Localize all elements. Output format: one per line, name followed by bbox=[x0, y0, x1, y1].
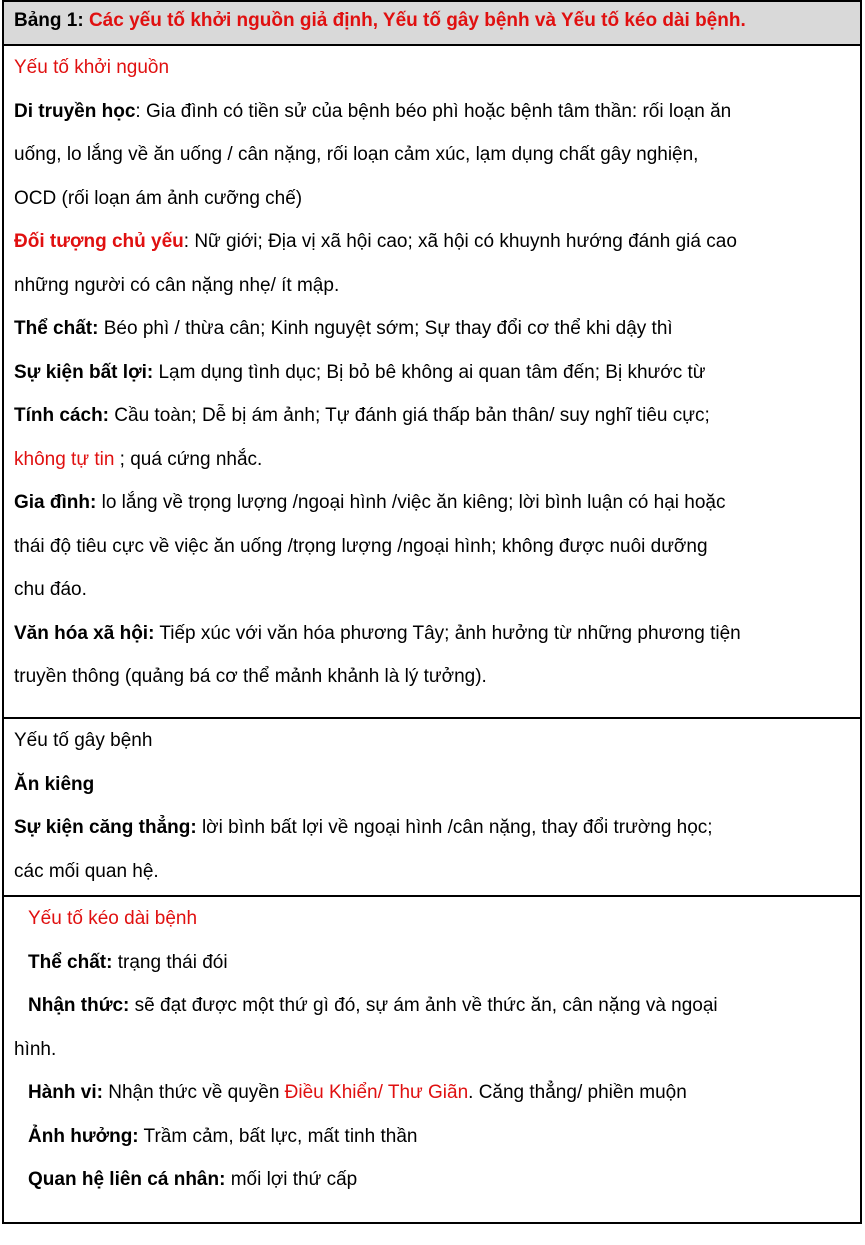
section-perpetuating bbox=[4, 897, 860, 1224]
row-label: Nhận thức: bbox=[28, 995, 130, 1016]
row-label: Hành vi: bbox=[28, 1082, 103, 1103]
personality-row bbox=[4, 394, 860, 438]
relation-row bbox=[4, 1158, 860, 1202]
row-text: . Căng thẳng/ phiền muộn bbox=[468, 1082, 687, 1103]
adverse-row bbox=[4, 351, 860, 395]
row-label: Gia đình: bbox=[14, 492, 97, 513]
row-text: ; quá cứng nhắc. bbox=[114, 448, 263, 470]
section-title: Yếu tố khởi nguồn bbox=[14, 57, 170, 78]
row-text: truyền thông (quảng bá cơ thể mảnh khảnh là lý tưởng). bbox=[14, 666, 487, 687]
row-text: mối lợi thứ cấp bbox=[225, 1169, 358, 1190]
row-text: sẽ đạt được một thứ gì đó, sự ám ảnh về thức ăn, cân nặng và ngoại bbox=[129, 995, 718, 1016]
row-label: Sự kiện bất lợi: bbox=[14, 361, 154, 383]
row-label: Thể chất: bbox=[14, 318, 99, 339]
row-text: Nhận thức về quyền bbox=[102, 1082, 285, 1103]
row-text: Trầm cảm, bất lực, mất tinh thần bbox=[138, 1125, 418, 1147]
genetics-row bbox=[4, 90, 860, 134]
row-text: uống, lo lắng về ăn uống / cân nặng, rối loạn cảm xúc, lạm dụng chất gây nghiện, bbox=[14, 144, 699, 165]
row-label: Thể chất: bbox=[28, 951, 113, 973]
row-label: Văn hóa xã hội: bbox=[14, 622, 155, 644]
highlight-text: Điều Khiển/ Thư Giãn bbox=[284, 1082, 469, 1103]
family-row bbox=[4, 481, 860, 525]
row-text: lo lắng về trọng lượng /ngoại hình /việc ăn kiêng; lời bình luận có hại hoặc bbox=[96, 492, 726, 513]
row-text: Lạm dụng tình dục; Bị bỏ bê không ai quan tâm đến; Bị khước từ bbox=[153, 361, 706, 383]
stress-row bbox=[4, 806, 860, 850]
section-predisposing bbox=[4, 46, 860, 719]
row-text: : Gia đình có tiền sử của bệnh béo phì hoặc bệnh tâm thần: rối loạn ăn bbox=[135, 100, 732, 122]
row-text: : Nữ giới; Địa vị xã hội cao; xã hội có khuynh hướng đánh giá cao bbox=[183, 231, 737, 252]
section-precipitating bbox=[4, 719, 860, 897]
row-label: Ảnh hưởng: bbox=[28, 1125, 139, 1147]
culture-row bbox=[4, 612, 860, 656]
section-title: Yếu tố gây bệnh bbox=[14, 730, 153, 751]
personality-row-2 bbox=[4, 438, 860, 482]
row-label: Di truyền học bbox=[14, 100, 136, 122]
row-text: những người có cân nặng nhẹ/ ít mập. bbox=[14, 274, 340, 296]
row-text: OCD (rối loạn ám ảnh cưỡng chế) bbox=[14, 187, 303, 209]
row-label: Quan hệ liên cá nhân: bbox=[28, 1169, 226, 1190]
diet-row bbox=[4, 763, 860, 807]
highlight-text: không tự tin bbox=[14, 448, 115, 470]
factors-table bbox=[2, 0, 862, 1224]
impact-row bbox=[4, 1115, 860, 1159]
row-text: trạng thái đói bbox=[112, 951, 228, 973]
row-label: Sự kiện căng thẳng: bbox=[14, 817, 197, 838]
table-header bbox=[4, 2, 860, 46]
row-text: lời bình bất lợi về ngoại hình /cân nặng, thay đổi trường học; bbox=[196, 817, 713, 838]
physical-row bbox=[4, 941, 860, 985]
physical-row bbox=[4, 307, 860, 351]
row-text: các mối quan hệ. bbox=[14, 860, 159, 882]
row-label: Tính cách: bbox=[14, 405, 110, 426]
row-text: thái độ tiêu cực về việc ăn uống /trọng lượng /ngoại hình; không được nuôi dưỡng bbox=[14, 535, 708, 557]
row-text: Tiếp xúc với văn hóa phương Tây; ảnh hưởng từ những phương tiện bbox=[154, 622, 741, 644]
row-text: Béo phì / thừa cân; Kinh nguyệt sớm; Sự thay đổi cơ thể khi dậy thì bbox=[98, 318, 673, 339]
row-text: Cầu toàn; Dễ bị ám ảnh; Tự đánh giá thấp bản thân/ suy nghĩ tiêu cực; bbox=[109, 405, 710, 426]
target-row bbox=[4, 220, 860, 264]
row-text: hình. bbox=[14, 1038, 57, 1060]
table-title: Các yếu tố khởi nguồn giả định, Yếu tố gây bệnh và Yếu tố kéo dài bệnh. bbox=[88, 10, 746, 31]
cognition-row bbox=[4, 984, 860, 1028]
behavior-row bbox=[4, 1071, 860, 1115]
table-number: Bảng 1: bbox=[14, 10, 89, 31]
row-label: Ăn kiêng bbox=[14, 773, 95, 795]
row-text: chu đáo. bbox=[14, 579, 87, 600]
section-title: Yếu tố kéo dài bệnh bbox=[28, 908, 198, 929]
row-label: Đối tượng chủ yếu bbox=[14, 231, 184, 252]
